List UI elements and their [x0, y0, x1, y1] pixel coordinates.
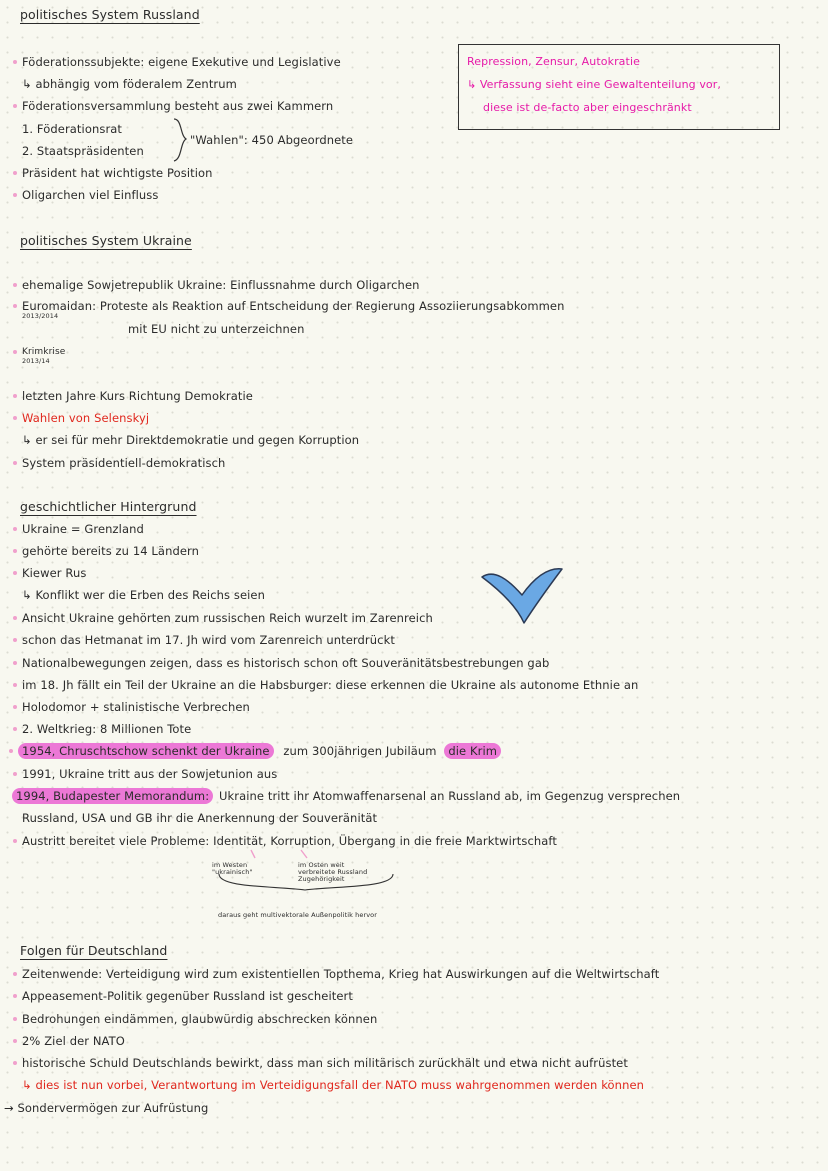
highlight-krim: die Krim: [444, 743, 501, 759]
russland-line-6: "Wahlen": 450 Abgeordnete: [190, 133, 354, 147]
ukraine-line-4: mit EU nicht zu unterzeichnen: [128, 322, 305, 336]
russland-line-7: Präsident hat wichtigste Position: [22, 166, 213, 180]
geschichte-line-8: im 18. Jh fällt ein Teil der Ukraine an die Habsburger: diese erkennen die Ukraine als autonome Ethnie an: [22, 678, 639, 692]
geschichte-line-7: Nationalbewegungen zeigen, dass es historisch schon oft Souveränitätsbestrebungen gab: [22, 656, 550, 670]
geschichte-line-14: Russland, USA und GB ihr die Anerkennung der Souveränität: [22, 811, 378, 825]
deutschland-line-5: historische Schuld Deutschlands bewirkt, dass man sich militärisch zurückhält und etwa nicht aufrüstet: [22, 1056, 628, 1070]
deutschland-line-3: Bedrohungen eindämmen, glaubwürdig abschrecken können: [22, 1012, 378, 1026]
highlight-1994: 1994, Budapester Memorandum:: [12, 788, 213, 804]
ukraine-title: politisches System Ukraine: [20, 233, 192, 248]
deutschland-line-2: Appeasement-Politik gegenüber Russland ist gescheitert: [22, 989, 353, 1003]
heart-icon: [480, 565, 564, 627]
geschichte-line-5: Ansicht Ukraine gehörten zum russischen Reich wurzelt im Zarenreich: [22, 611, 433, 625]
geschichte-line-2: gehörte bereits zu 14 Ländern: [22, 544, 200, 558]
russland-line-3: Föderationsversammlung besteht aus zwei Kammern: [22, 99, 334, 113]
ukraine-line-10: System präsidentiell-demokratisch: [22, 456, 226, 470]
deutschland-title: Folgen für Deutschland: [20, 943, 168, 958]
ukraine-line-7: letzten Jahre Kurs Richtung Demokratie: [22, 389, 253, 403]
ukraine-line-5: Krimkrise: [22, 347, 66, 357]
russland-line-4: 1. Föderationsrat: [22, 122, 123, 136]
russland-line-5: 2. Staatspräsidenten: [22, 144, 144, 158]
deutschland-line-6: ↳ dies ist nun vorbei, Verantwortung im Verteidigungsfall der NATO muss wahrgenommen werden können: [22, 1078, 645, 1092]
geschichte-line-13: [12, 789, 680, 803]
russland-line-1: Föderationssubjekte: eigene Exekutive und Legislative: [22, 55, 341, 69]
ukraine-line-1: ehemalige Sowjetrepublik Ukraine: Einflussnahme durch Oligarchen: [22, 278, 420, 292]
geschichte-line-4: ↳ Konflikt wer die Erben des Reichs seien: [22, 588, 265, 602]
info-box: [458, 44, 780, 130]
ukraine-line-9: ↳ er sei für mehr Direktdemokratie und gegen Korruption: [22, 433, 360, 447]
russland-title: politisches System Russland: [20, 7, 200, 22]
box-line-3: diese ist de-facto aber eingeschränkt: [483, 101, 692, 114]
ukraine-line-3: 2013/2014: [22, 312, 59, 320]
box-line-1: Repression, Zensur, Autokratie: [467, 55, 640, 68]
geschichte-note-folge: daraus geht multivektorale Außenpolitik hervor: [218, 911, 378, 919]
ukraine-line-8: Wahlen von Selenskyj: [22, 411, 150, 425]
geschichte-line-10: 2. Weltkrieg: 8 Millionen Tote: [22, 722, 192, 736]
geschichte-line-1: Ukraine = Grenzland: [22, 522, 144, 536]
geschichte-note-west: im Westen "ukrainisch": [212, 861, 253, 876]
ukraine-line-6: 2013/14: [22, 357, 50, 365]
geschichte-title: geschichtlicher Hintergrund: [20, 499, 197, 514]
ukraine-line-2: Euromaidan: Proteste als Reaktion auf Entscheidung der Regierung Assoziierungsabkommen: [22, 299, 565, 313]
geschichte-line-15: Austritt bereitet viele Probleme: Identität, Korruption, Übergang in die freie Marktwirtschaft: [22, 834, 557, 848]
geschichte-line-12: 1991, Ukraine tritt aus der Sowjetunion aus: [22, 767, 278, 781]
geschichte-line-9: Holodomor + stalinistische Verbrechen: [22, 700, 250, 714]
highlight-1954: 1954, Chruschtschow schenkt der Ukraine: [18, 743, 274, 759]
deutschland-line-1: Zeitenwende: Verteidigung wird zum existentiellen Topthema, Krieg hat Auswirkungen auf die Weltwirtschaft: [22, 967, 660, 981]
geschichte-line-6: schon das Hetmanat im 17. Jh wird vom Zarenreich unterdrückt: [22, 633, 395, 647]
box-line-2: ↳ Verfassung sieht eine Gewaltenteilung vor,: [467, 78, 721, 91]
geschichte-line-11: [18, 744, 501, 758]
curly-brace: [172, 117, 192, 163]
geschichte-note-ost: im Osten weit verbreitete Russland Zugehörigkeit: [298, 861, 368, 883]
deutschland-line-4: 2% Ziel der NATO: [22, 1034, 125, 1048]
geschichte-line-3: Kiewer Rus: [22, 566, 87, 580]
memorandum-text: Ukraine tritt ihr Atomwaffenarsenal an Russland ab, im Gegenzug versprechen: [218, 789, 681, 803]
russland-line-8: Oligarchen viel Einfluss: [22, 188, 159, 202]
deutschland-line-7: → Sondervermögen zur Aufrüstung: [4, 1101, 209, 1115]
russland-line-2: ↳ abhängig vom föderalem Zentrum: [22, 77, 237, 91]
jubilaeum-text: zum 300jährigen Jubiläum: [283, 744, 437, 758]
